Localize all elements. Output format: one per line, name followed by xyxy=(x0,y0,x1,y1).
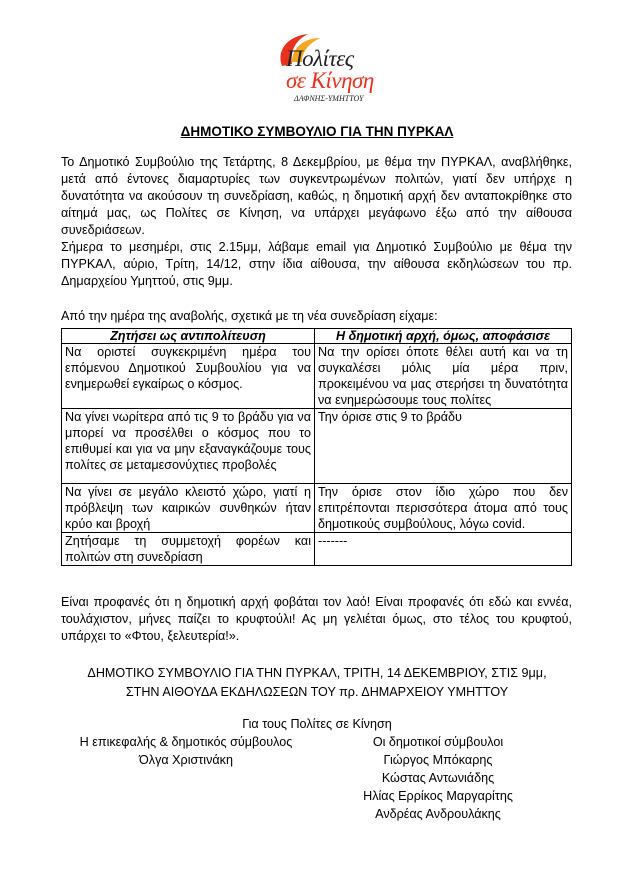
table-cell: Την όρισε στον ίδιο χώρο που δεν επιτρέπονται περισσότερα άτομα από τους δημοτικούς συμβούλους, λόγω covid. xyxy=(315,484,572,533)
table-cell: Να γίνει σε μεγάλο κλειστό χώρο, γιατί η πρόβλεψη των καιρικών συνθηκών ήταν κρύο και βροχή xyxy=(62,484,315,533)
table-cell: ------- xyxy=(315,533,572,566)
logo xyxy=(262,32,374,103)
table-cell: Ζητήσαμε τη συμμετοχή φορέων και πολιτών στη συνεδρίαση xyxy=(62,533,315,566)
table-cell: Να την ορίσει όποτε θέλει αυτή και να τη συγκαλέσει μόλις μία μέρα πριν, προκειμένου να μας στερήσει τη δυνατότητα να ενημερώσουμε τους πολίτες xyxy=(315,344,572,409)
table-header-opposition: Ζητήσει ως αντιπολίτευση xyxy=(62,329,315,344)
announcement-line1: ΔΗΜΟΤΙΚΟ ΣΥΜΒΟΥΛΙΟ ΓΙΑ ΤΗΝ ΠΥΡΚΑΛ, ΤΡΙΤΗ, 14 ΔΕΚΕΜΒΡΙΟΥ, ΣΤΙΣ 9μμ, xyxy=(87,666,547,680)
logo-line2: σε Κίνηση xyxy=(286,68,374,93)
table-cell: Να οριστεί συγκεκριμένη ημέρα του επόμενου Δημοτικού Συμβουλίου για να ενημερωθεί εγκαίρως ο κόσμος. xyxy=(62,344,315,409)
signature-right-name: Γιώργος Μπόκαρης xyxy=(383,753,493,767)
signature-header: Για τους Πολίτες σε Κίνηση xyxy=(242,717,392,731)
table-row xyxy=(62,484,572,533)
signature-right-name: Ανδρέας Ανδρουλάκης xyxy=(375,807,501,821)
signature-right-role: Οι δημοτικοί σύμβουλοι xyxy=(372,735,504,749)
signature-right xyxy=(318,733,558,823)
logo-sub: ΔΑΦΝΗΣ-ΥΜΗΤΤΟΥ xyxy=(294,94,364,103)
announcement-line2: ΣΤΗΝ ΑΙΘΟΥΔΑ ΕΚΔΗΛΩΣΕΩΝ ΤΟΥ πρ. ΔΗΜΑΡΧΕΙΟΥ ΥΜΗΤΤΟΥ xyxy=(125,685,509,699)
logo-line1: Πολίτες xyxy=(286,46,354,71)
table-row xyxy=(62,533,572,566)
paragraph-2: Σήμερα το μεσημέρι, στις 2.15μμ, λάβαμε email για Δημοτικό Συμβούλιο με θέμα την ΠΥΡΚΑΛ, αύριο, Τρίτη, 14/12, στην ίδια αίθουσα, την αίθουσα εκδηλώσεων του πρ. Δημαρχείου Υμηττού, στις 9μμ. xyxy=(61,240,572,288)
table-row xyxy=(62,344,572,409)
table-header-row xyxy=(62,329,572,344)
table-header-authority: Η δημοτική αρχή, όμως, αποφάσισε xyxy=(315,329,572,344)
paragraph-4: Είναι προφανές ότι η δημοτική αρχή φοβάται τον λαό! Είναι προφανές ότι εδώ και εννέα, τουλάχιστον, μήνες παίζει το κρυφτούλι! Ας μη γελιέται όμως, στο τέλος του κρυφτού, υπάρχει το «Φτου, ξελευτερία!». xyxy=(61,595,572,643)
table-row xyxy=(62,409,572,484)
paragraph-1: Το Δημοτικό Συμβούλιο της Τετάρτης, 8 Δεκεμβρίου, με θέμα την ΠΥΡΚΑΛ, αναβλήθηκε, μετά από έντονες διαμαρτυρίες των συγκεντρωμένων πολιτών, γιατί δεν υπήρχε η δυνατότητα να ακούσουν τη συνεδρίαση, καθώς, η δημοτική αρχή δεν ανταποκρίθηκε στο αίτημά μας, ως Πολίτες σε Κίνηση, να υπάρχει μεγάφωνο έξω από την αίθουσα συνεδριάσεων. xyxy=(61,155,572,237)
table-cell: Την όρισε στις 9 το βράδυ xyxy=(315,409,572,484)
comparison-table xyxy=(61,328,572,566)
signature-right-name: Ηλίας Ερρίκος Μαργαρίτης xyxy=(363,789,513,803)
signature-left-role: Η επικεφαλής & δημοτικός σύμβουλος xyxy=(79,735,293,749)
table-cell: Να γίνει νωρίτερα από τις 9 το βράδυ για να μπορεί να προσέλθει ο κόσμος που το επιθυμεί και για να μην εξαναγκάζουμε τους πολίτες σε μεταμεσονύχτιες προβολές xyxy=(62,409,315,484)
paragraph-3: Από την ημέρα της αναβολής, σχετικά με τη νέα συνεδρίαση είχαμε: xyxy=(61,309,438,323)
signature-right-name: Κώστας Αντωνιάδης xyxy=(381,771,495,785)
announcement xyxy=(0,664,634,702)
signature-left-name: Όλγα Χριστινάκη xyxy=(139,753,233,767)
document-title: ΔΗΜΟΤΙΚΟ ΣΥΜΒΟΥΛΙΟ ΓΙΑ ΤΗΝ ΠΥΡΚΑΛ xyxy=(180,124,454,139)
signature-left xyxy=(56,733,316,769)
